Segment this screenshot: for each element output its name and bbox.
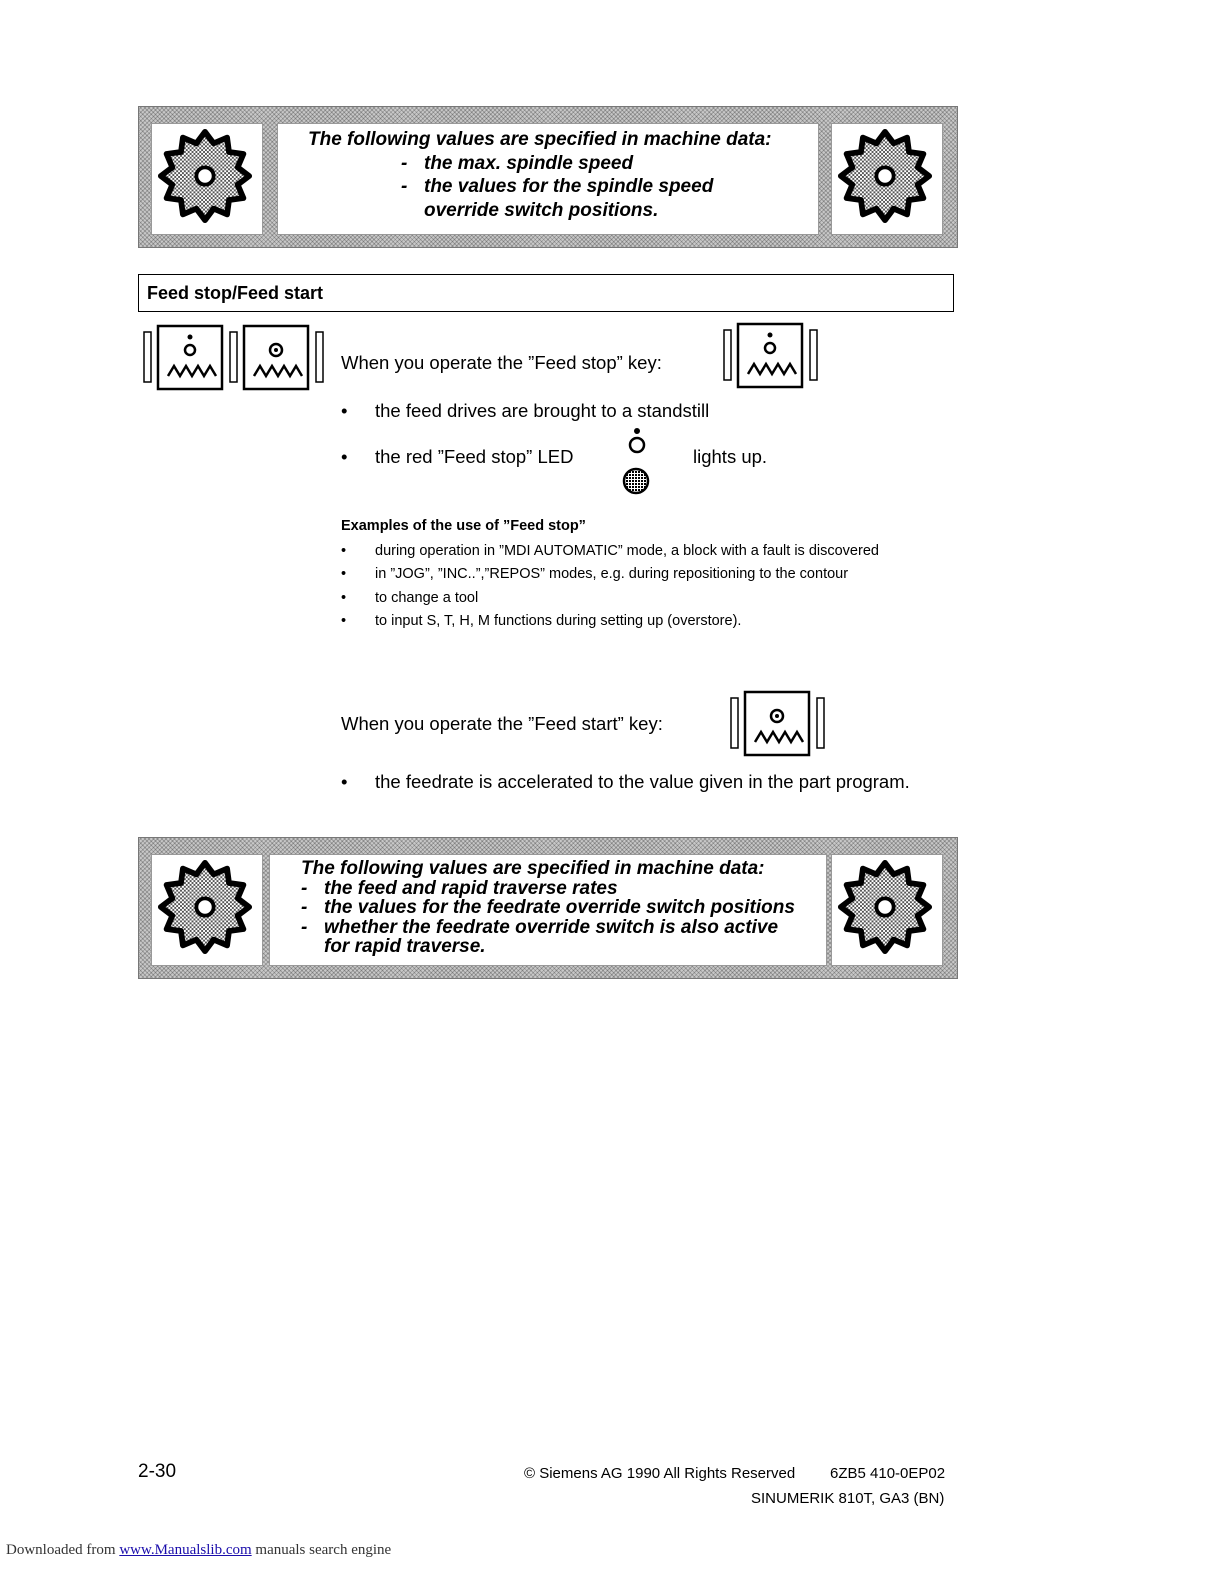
note-line: - whether the feedrate override switch is also active bbox=[301, 916, 779, 938]
examples-heading: Examples of the use of ”Feed stop” bbox=[341, 518, 586, 534]
note-line: The following values are specified in machine data: bbox=[301, 858, 765, 879]
feed-start-key-icon bbox=[729, 690, 829, 758]
gear-icon bbox=[157, 128, 253, 224]
note-line: override switch positions. bbox=[424, 199, 659, 221]
order-number: 6ZB5 410-0EP02 bbox=[830, 1465, 946, 1482]
feed-start-intro: When you operate the ”Feed start” key: bbox=[341, 713, 663, 734]
feed-start-key-icon bbox=[230, 326, 323, 389]
section-title: Feed stop/Feed start bbox=[138, 274, 954, 312]
led-suffix: lights up. bbox=[693, 446, 768, 467]
note-line: - the feed and rapid traverse rates bbox=[301, 877, 618, 899]
note-line: - the values for the feedrate override switch positions bbox=[301, 897, 795, 918]
copyright: © Siemens AG 1990 All Rights Reserved bbox=[524, 1465, 796, 1482]
download-banner: Downloaded from www.Manualslib.com manuals search engine bbox=[6, 1542, 392, 1558]
feed-stop-key-icon bbox=[722, 322, 822, 390]
note-line: - the max. spindle speed bbox=[401, 152, 634, 174]
feed-keys-illustration bbox=[142, 324, 330, 392]
page-number: 2-30 bbox=[138, 1461, 177, 1482]
product-name: SINUMERIK 810T, GA3 (BN) bbox=[751, 1490, 945, 1507]
feed-stop-intro: When you operate the ”Feed stop” key: bbox=[341, 352, 662, 373]
gear-icon bbox=[837, 128, 933, 224]
manualslib-link[interactable]: www.Manualslib.com bbox=[119, 1542, 252, 1558]
note-line: The following values are specified in machine data: bbox=[308, 129, 772, 150]
note-top-text bbox=[308, 128, 772, 222]
feed-stop-led-icon bbox=[620, 426, 654, 496]
gear-icon bbox=[837, 859, 933, 955]
note-line: for rapid traverse. bbox=[324, 936, 486, 957]
note-line: - the values for the spindle speed bbox=[401, 176, 714, 197]
gear-icon bbox=[157, 859, 253, 955]
note-bottom-text bbox=[301, 859, 795, 957]
feed-stop-key-icon bbox=[144, 326, 222, 389]
